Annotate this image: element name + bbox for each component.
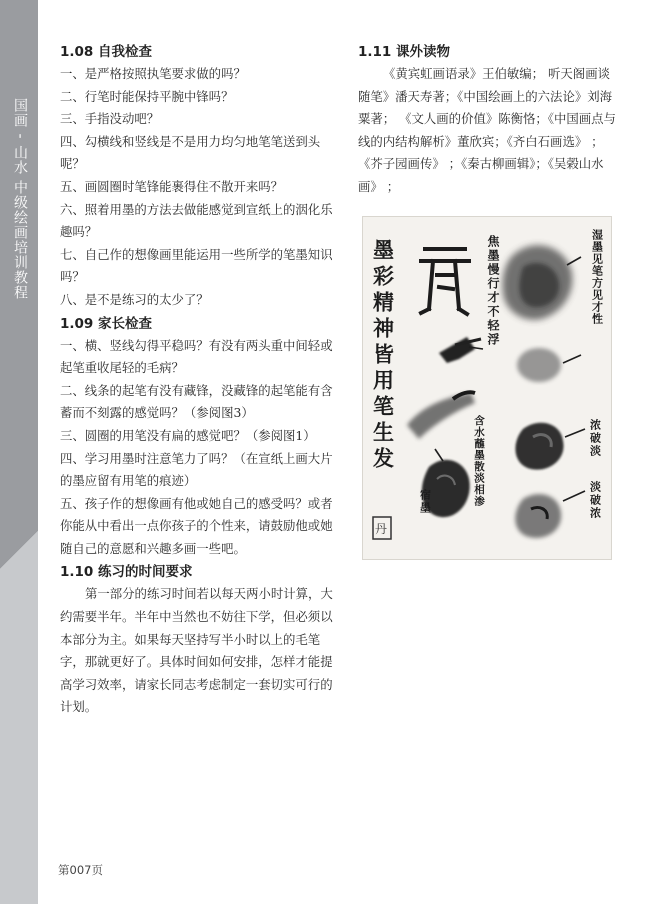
self-check-item: 二、行笔时能保持平腕中锋吗？ [60, 88, 234, 104]
heading-1-08: 1.08 自我检查 [60, 44, 153, 60]
self-check-item: 三、手指没动吧？ [60, 111, 160, 127]
practice-time-paragraph: 第一部分的练习时间若以每天两小时计算，大约需要半年。半年中当然也不妨往下学，但必须以本部分为主。如果每天坚持写半小时以上的毛笔字，那就更好了。具体时间如何安排，怎样才能提高学习效率，请家长同志考虑制定一套切实可行的计划。 [60, 586, 333, 715]
heading-1-09: 1.09 家长检查 [60, 315, 153, 332]
self-check-item: 六、照着用墨的方法去做能感觉到宣纸上的洇化乐趣吗？ [60, 201, 333, 240]
light-ink-dot [517, 348, 561, 382]
calligraphy-col4: 含水蘸墨散淡相渗 [473, 415, 485, 507]
ink-technique-figure [362, 216, 612, 560]
parent-check-item: 五、孩子作的想像画有他或她自己的感受吗？或者你能从中看出一点你孩子的个性来，请鼓励他或她随自己的意愿和兴趣多画一些吧。 [60, 495, 333, 556]
calligraphy-col1: 墨彩精神皆用笔生发 [370, 239, 396, 473]
parent-check-item: 四、学习用墨时注意笔力了吗？（在宣纸上画大片的墨应留有用笔的痕迹） [60, 450, 333, 489]
right-column [358, 42, 618, 199]
parent-check-item: 三、圆圈的用笔没有扁的感觉吧？（参阅图1） [60, 427, 316, 443]
parent-check-item: 二、线条的起笔有没有藏锋，没藏锋的起笔能有含蓄而不刻露的感觉吗？（参阅图3） [60, 382, 333, 421]
self-check-item: 八、是不是练习的太少了？ [60, 291, 209, 307]
light-breaks-dense-blob [515, 494, 561, 538]
diluted-ink-stroke [407, 392, 475, 439]
seal-character: 丹 [375, 522, 388, 536]
wet-ink-blob [502, 245, 572, 320]
burnt-ink-stroke [439, 337, 481, 363]
dense-breaks-light-blob [515, 423, 563, 470]
self-check-item: 一、是严格按照执笔要求做的吗？ [60, 66, 246, 81]
left-column [60, 42, 342, 719]
side-tab-title: 国画 - 山水 中级绘画培训教程 [12, 98, 28, 301]
page-number: 第007页 [58, 863, 103, 877]
ink-figure-canvas [363, 217, 611, 559]
self-check-item: 四、勾横线和竖线是不是用力均匀地笔笔送到头呢？ [60, 133, 321, 172]
calligraphy-col5: 浓破淡 [588, 419, 602, 458]
heading-1-11: 1.11 课外读物 [358, 44, 451, 60]
self-check-item: 五、画圆圈时笔锋能裹得住不散开来吗？ [60, 178, 284, 194]
side-tab [0, 0, 38, 904]
heading-1-10: 1.10 练习的时间要求 [60, 564, 193, 581]
parent-check-item: 一、横、竖线勾得平稳吗？有没有两头重中间轻或起笔重收尾轻的毛病？ [60, 337, 333, 376]
ancient-character-mark [421, 249, 469, 314]
calligraphy-col7: 宿墨 [418, 489, 432, 515]
reading-list-paragraph: 《黄宾虹画语录》王伯敏编； 听天阁画谈随笔》潘天寿著；《中国绘画上的六法论》刘海粟著； 《文人画的价值》陈衡恪；《中国画点与线的内结构解析》董欣宾；《齐白石画选》 ；《芥子园画传》 ；《秦古柳画辑》；《吴榖山水画》 ； [358, 66, 616, 194]
self-check-item: 七、自己作的想像画里能运用一些所学的笔墨知识吗？ [60, 246, 333, 285]
calligraphy-col3: 湿墨见笔方见才性 [590, 229, 604, 325]
side-tab-notch [0, 520, 38, 580]
calligraphy-col6: 淡破浓 [588, 481, 602, 520]
calligraphy-col2: 焦墨慢行才不轻浮 [486, 235, 500, 347]
artist-seal [373, 517, 391, 539]
